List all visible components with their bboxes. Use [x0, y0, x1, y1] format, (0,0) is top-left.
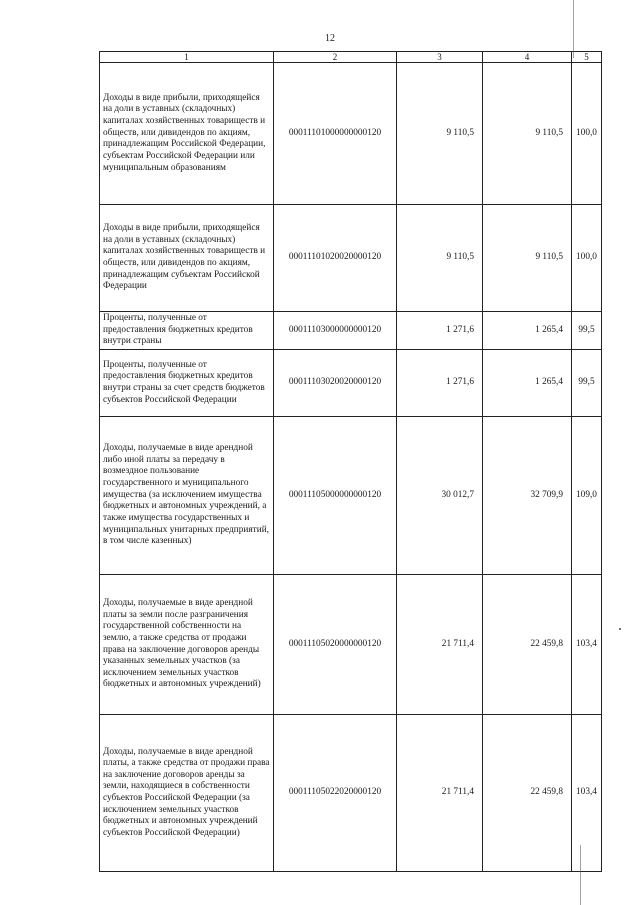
execution-percent: 100,0 [572, 205, 602, 312]
income-name: Доходы, получаемые в виде арендной платы, а также средства от продажи права на заключение договоров аренды за земли, находящиеся в собственности субъектов Российской Федерации (за исключением земельных участков бюджетных и автономных учреждений субъектов Российской Федерации) [100, 715, 274, 872]
execution-percent: 109,0 [572, 417, 602, 575]
header-col-4: 4 [483, 52, 572, 63]
actual-amount: 9 110,5 [483, 205, 572, 312]
scan-artifact-dot [619, 628, 621, 630]
budget-code: 00011105022020000120 [274, 715, 397, 872]
income-name: Проценты, полученные от предоставления бюджетных кредитов внутри страны [100, 312, 274, 350]
page-number: 12 [325, 33, 335, 44]
table-row [100, 205, 602, 312]
income-name: Доходы, получаемые в виде арендной либо иной платы за передачу в возмездное пользование государственного и муниципального имущества (за исключением имущества бюджетных и автономных учреждений, а также имущества государственных и муниципальных унитарных предприятий, в том числе казенных) [100, 417, 274, 575]
planned-amount: 21 711,4 [397, 575, 483, 715]
execution-percent: 103,4 [572, 715, 602, 872]
header-row [100, 52, 602, 63]
table-row [100, 63, 602, 205]
actual-amount: 22 459,8 [483, 715, 572, 872]
income-name: Доходы в виде прибыли, приходящейся на доли в уставных (складочных) капиталах хозяйственных товариществ и обществ, или дивидендов по акциям, принадлежащим Российской Федерации, субъектам Российской Федерации или муниципальным образованиям [100, 63, 274, 205]
header-col-2: 2 [274, 52, 397, 63]
table-row [100, 417, 602, 575]
scan-artifact-line [580, 845, 581, 905]
planned-amount: 1 271,6 [397, 350, 483, 417]
planned-amount: 9 110,5 [397, 63, 483, 205]
execution-percent: 100,0 [572, 63, 602, 205]
header-col-5: 5 [572, 52, 602, 63]
budget-code: 00011101020020000120 [274, 205, 397, 312]
budget-code: 00011101000000000120 [274, 63, 397, 205]
header-col-3: 3 [397, 52, 483, 63]
execution-percent: 99,5 [572, 350, 602, 417]
table-row [100, 350, 602, 417]
actual-amount: 22 459,8 [483, 575, 572, 715]
header-col-1: 1 [100, 52, 274, 63]
actual-amount: 9 110,5 [483, 63, 572, 205]
execution-percent: 99,5 [572, 312, 602, 350]
income-table [99, 51, 602, 872]
income-name: Проценты, полученные от предоставления бюджетных кредитов внутри страны за счет средств бюджетов субъектов Российской Федерации [100, 350, 274, 417]
execution-percent: 103,4 [572, 575, 602, 715]
budget-code: 00011105000000000120 [274, 417, 397, 575]
table-row [100, 312, 602, 350]
budget-code: 00011105020000000120 [274, 575, 397, 715]
actual-amount: 32 709,9 [483, 417, 572, 575]
planned-amount: 21 711,4 [397, 715, 483, 872]
actual-amount: 1 265,4 [483, 350, 572, 417]
income-name: Доходы в виде прибыли, приходящейся на доли в уставных (складочных) капиталах хозяйственных товариществ и обществ, или дивидендов по акциям, принадлежащим субъектам Российской Федерации [100, 205, 274, 312]
actual-amount: 1 265,4 [483, 312, 572, 350]
table-row [100, 575, 602, 715]
scan-artifact-line [573, 0, 574, 58]
table-row [100, 715, 602, 872]
income-name: Доходы, получаемые в виде арендной платы за земли после разграничения государственной собственности на землю, а также средства от продажи права на заключение договоров аренды указанных земельных участков (за исключением земельных участков бюджетных и автономных учреждений) [100, 575, 274, 715]
planned-amount: 9 110,5 [397, 205, 483, 312]
budget-code: 00011103000000000120 [274, 312, 397, 350]
planned-amount: 1 271,6 [397, 312, 483, 350]
budget-code: 00011103020020000120 [274, 350, 397, 417]
planned-amount: 30 012,7 [397, 417, 483, 575]
